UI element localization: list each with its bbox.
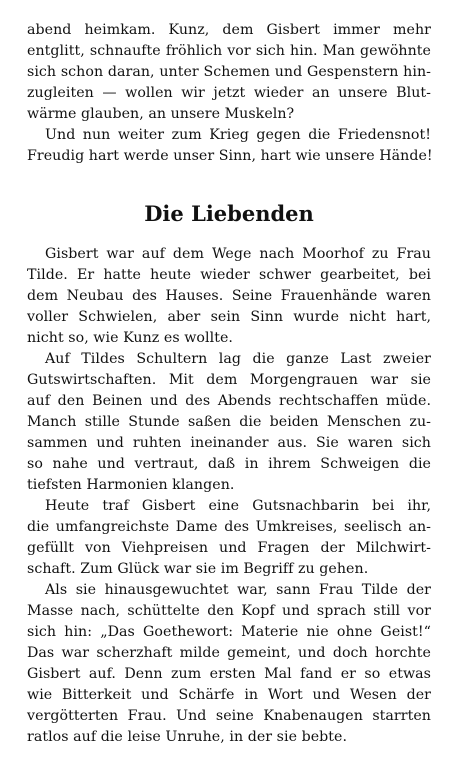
- text-line: abend heimkam. Kunz, dem Gisbert immer mehr: [27, 22, 431, 38]
- text-line: Freudig hart werde unser Sinn, hart wie unsere Hände!: [27, 148, 433, 164]
- text-line: Und nun weiter zum Krieg gegen die Friedensnot!: [45, 127, 431, 143]
- text-line: sammen und ruhten ineinander aus. Sie waren sich: [27, 435, 431, 451]
- text-line: tiefsten Harmonien klangen.: [27, 477, 235, 493]
- text-line: Als sie hinausgewuchtet war, sann Frau Tilde der: [45, 582, 431, 598]
- text-line: Masse nach, schüttelte den Kopf und sprach still vor: [27, 603, 431, 619]
- text-line: Gisbert war auf dem Wege nach Moorhof zu Frau: [45, 246, 431, 262]
- text-line: wärme glauben, an unsere Muskeln?: [27, 106, 295, 122]
- text-line: voller Schwielen, aber sein Sinn wurde nicht hart,: [27, 309, 431, 325]
- text-line: Auf Tildes Schultern lag die ganze Last zweier: [45, 351, 431, 367]
- text-line: entglitt, schnaufte fröhlich vor sich hin. Man gewöhnte: [27, 43, 431, 59]
- text-line: Manch stille Stunde saßen die beiden Menschen zu-: [27, 414, 431, 430]
- text-line: so nahe und vertraut, daß in ihrem Schweigen die: [27, 456, 431, 472]
- text-line: dem Neubau des Hauses. Seine Frauenhände waren: [27, 288, 431, 304]
- text-line: schaft. Zum Glück war sie im Begriff zu gehen.: [27, 561, 369, 577]
- text-line: auf den Beinen und des Abends rechtschaffen müde.: [27, 393, 431, 409]
- text-line: Tilde. Er hatte heute wieder schwer gearbeitet, bei: [27, 267, 431, 283]
- text-line: nicht so, wie Kunz es wollte.: [27, 330, 233, 346]
- text-line: Heute traf Gisbert eine Gutsnachbarin bei ihr,: [45, 498, 431, 514]
- text-line: vergötterten Frau. Und seine Knabenaugen starrten: [27, 708, 431, 724]
- text-line: zugleiten — wollen wir jetzt wieder an unsere Blut-: [27, 85, 431, 101]
- text-line: Gisbert auf. Denn zum ersten Mal fand er so etwas: [27, 666, 431, 682]
- text-line: Das war scherzhaft milde gemeint, und doch horchte: [27, 645, 431, 661]
- text-line: wie Bitterkeit und Schärfe in Wort und Wesen der: [27, 687, 431, 703]
- text-line: gefüllt von Viehpreisen und Fragen der Milchwirt-: [27, 540, 431, 556]
- text-line: die umfangreichste Dame des Umkreises, seelisch an-: [27, 519, 431, 535]
- text-line: sich schon daran, unter Schemen und Gespenstern hin-: [27, 64, 431, 80]
- text-line: ratlos auf die leise Unruhe, in der sie bebte.: [27, 729, 348, 745]
- text-line: Gutswirtschaften. Mit dem Morgengrauen war sie: [27, 372, 431, 388]
- section-title: Die Liebenden: [144, 201, 314, 226]
- text-line: sich hin: „Das Goethewort: Materie nie ohne Geist!“: [27, 624, 431, 640]
